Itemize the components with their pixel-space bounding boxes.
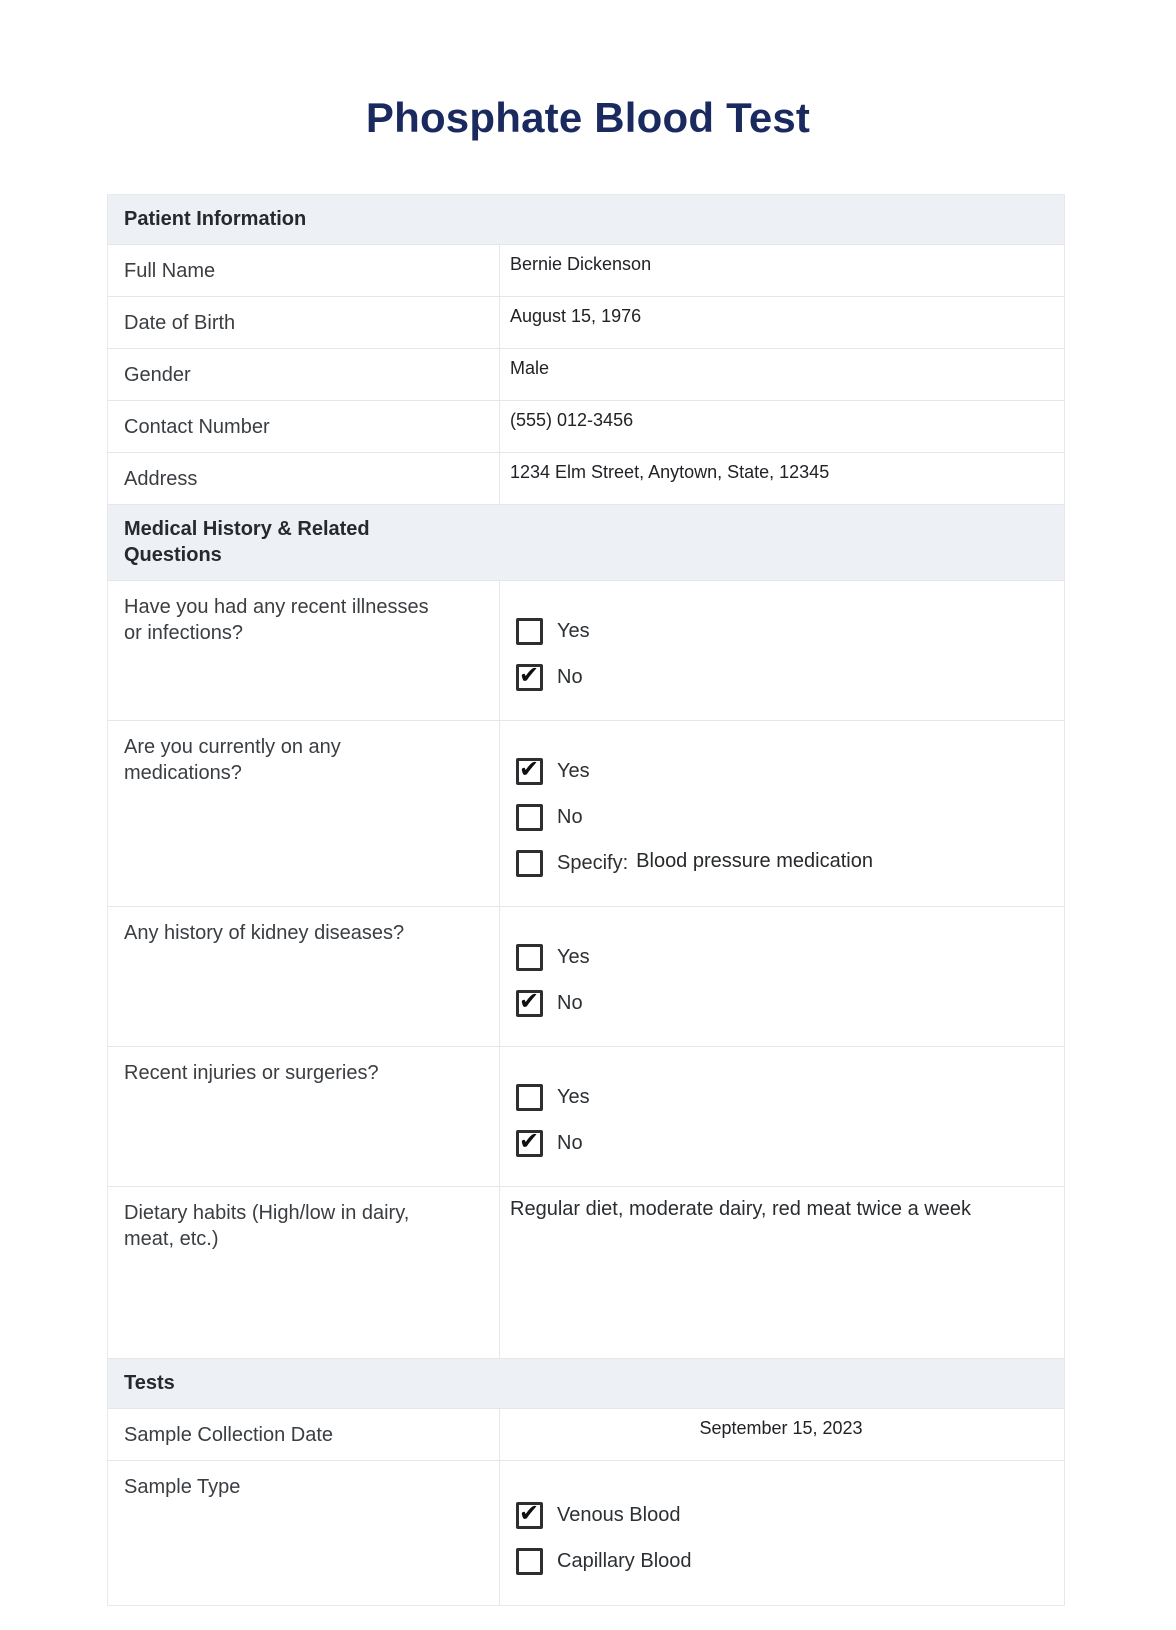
checkbox-yes[interactable] (516, 618, 543, 645)
option-yes (516, 944, 1052, 971)
checkbox-label: No (557, 992, 583, 1014)
checkbox-no[interactable] (516, 804, 543, 831)
row-question-recent-illnesses (108, 580, 1064, 720)
checkbox-label: Yes (557, 760, 590, 782)
field-value: (555) 012-3456 (510, 410, 634, 430)
section-title: Tests (124, 1372, 175, 1394)
option-no (516, 1130, 1052, 1157)
question-label: Any history of kidney diseases? (108, 907, 500, 1046)
row-question-kidney-diseases (108, 906, 1064, 1046)
section-title: Medical History & Related Questions (124, 518, 370, 566)
field-value: Bernie Dickenson (510, 254, 652, 274)
checkbox-venous-blood[interactable] (516, 1502, 543, 1529)
page-title: Phosphate Blood Test (365, 94, 811, 141)
option-no (516, 664, 1052, 691)
section-header-patient-information (108, 195, 1064, 244)
option-yes (516, 758, 1052, 785)
field-value: Male (510, 358, 550, 378)
checkbox-label: No (557, 1132, 583, 1154)
option-yes (516, 618, 1052, 645)
field-label: Address (108, 453, 500, 504)
row-date-of-birth (108, 296, 1064, 348)
field-value: 1234 Elm Street, Anytown, State, 12345 (510, 462, 830, 482)
row-gender (108, 348, 1064, 400)
section-header-medical-history (108, 504, 1064, 580)
checkbox-label: Yes (557, 1086, 590, 1108)
checkbox-yes[interactable] (516, 944, 543, 971)
option-yes (516, 1084, 1052, 1111)
row-address (108, 452, 1064, 504)
checkbox-no[interactable] (516, 990, 543, 1017)
checkbox-label: Yes (557, 620, 590, 642)
checkbox-yes[interactable] (516, 1084, 543, 1111)
option-no (516, 804, 1052, 831)
row-contact-number (108, 400, 1064, 452)
checkbox-specify[interactable] (516, 850, 543, 877)
checkbox-label: Capillary Blood (557, 1550, 692, 1572)
field-label: Full Name (108, 245, 500, 296)
row-dietary-habits (108, 1186, 1064, 1358)
section-header-tests (108, 1358, 1064, 1408)
checkbox-no[interactable] (516, 1130, 543, 1157)
checkbox-no[interactable] (516, 664, 543, 691)
checkbox-group (510, 1054, 1052, 1157)
option-venous-blood (516, 1502, 1052, 1529)
question-label: Have you had any recent illnesses or infections? (108, 581, 500, 720)
checkbox-label: Specify: (557, 852, 629, 874)
checkbox-label: No (557, 806, 583, 828)
row-sample-collection-date (108, 1408, 1064, 1460)
checkbox-capillary-blood[interactable] (516, 1548, 543, 1575)
checkbox-group (510, 588, 1052, 691)
field-label: Sample Collection Date (108, 1409, 500, 1460)
checkbox-label: No (557, 666, 583, 688)
row-question-medications (108, 720, 1064, 906)
option-specify (516, 850, 1052, 877)
field-value: August 15, 1976 (510, 306, 642, 326)
checkbox-yes[interactable] (516, 758, 543, 785)
field-label: Sample Type (108, 1461, 500, 1605)
checkbox-group (510, 1468, 1052, 1575)
checkbox-label: Venous Blood (557, 1504, 681, 1526)
question-label: Dietary habits (High/low in dairy, meat, etc.) (108, 1187, 500, 1358)
field-value: Regular diet, moderate dairy, red meat twice a week (510, 1198, 971, 1220)
field-value: September 15, 2023 (699, 1418, 863, 1438)
specify-answer: Blood pressure medication (636, 850, 873, 872)
row-sample-type (108, 1460, 1064, 1605)
section-title: Patient Information (124, 208, 307, 230)
question-label: Are you currently on any medications? (108, 721, 500, 906)
question-label: Recent injuries or surgeries? (108, 1047, 500, 1186)
checkbox-label: Yes (557, 946, 590, 968)
field-label: Contact Number (108, 401, 500, 452)
field-label: Gender (108, 349, 500, 400)
option-capillary-blood (516, 1548, 1052, 1575)
option-no (516, 990, 1052, 1017)
form-table (107, 194, 1065, 1606)
row-question-injuries-surgeries (108, 1046, 1064, 1186)
checkbox-group (510, 914, 1052, 1017)
row-full-name (108, 244, 1064, 296)
checkbox-group (510, 728, 1052, 877)
field-label: Date of Birth (108, 297, 500, 348)
